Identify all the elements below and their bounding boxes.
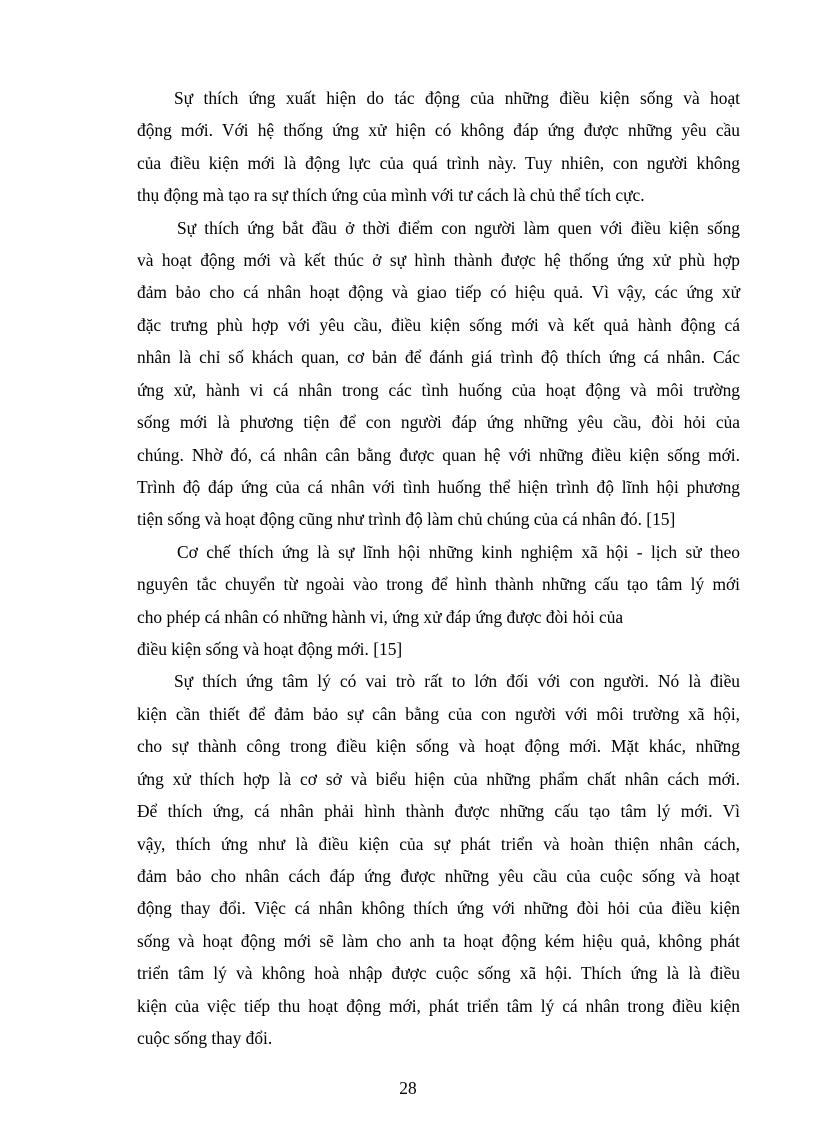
paragraph-2-line-2: và hoạt động mới và kết thúc ở sự hình thành được hệ thống ứng xử phù hợp [137, 250, 740, 271]
paragraph-2-line-3: đảm bảo cho cá nhân hoạt động và giao tiếp có hiệu quả. Vì vậy, các ứng xử [137, 282, 740, 303]
paragraph-4-line-7: đảm bảo cho nhân cách đáp ứng được những yêu cầu của cuộc sống và hoạt [137, 865, 740, 886]
paragraph-3-line-1: Cơ chế thích ứng là sự lĩnh hội những kinh nghiệm xã hội - lịch sử theo [177, 541, 740, 562]
paragraph-2-line-10: tiện sống và hoạt động cũng như trình độ làm chủ chúng của cá nhân đó. [15] [137, 509, 676, 530]
paragraph-4-line-11: kiện của việc tiếp thu hoạt động mới, phát triển tâm lý cá nhân trong điều kiện [137, 995, 740, 1016]
paragraph-3-line-2: nguyên tắc chuyển từ ngoài vào trong để hình thành những cấu tạo tâm lý mới [137, 574, 740, 595]
paragraph-4-line-5: Để thích ứng, cá nhân phải hình thành được những cấu tạo tâm lý mới. Vì [137, 801, 740, 822]
paragraph-4-line-9: sống và hoạt động mới sẽ làm cho anh ta hoạt động kém hiệu quả, không phát [137, 930, 740, 951]
paragraph-2-line-4: đặc trưng phù hợp với yêu cầu, điều kiện sống mới và kết quả hành động cá [137, 314, 740, 335]
paragraph-3-line-4: điều kiện sống và hoạt động mới. [15] [137, 639, 403, 660]
paragraph-1-line-3: của điều kiện mới là động lực của quá trình này. Tuy nhiên, con người không [137, 152, 740, 173]
paragraph-2-line-9: Trình độ đáp ứng của cá nhân với tình huống thể hiện trình độ lĩnh hội phương [137, 476, 740, 497]
paragraph-1-line-2: động mới. Với hệ thống ứng xử hiện có không đáp ứng được những yêu cầu [137, 120, 740, 141]
page-number: 28 [399, 1078, 417, 1098]
paragraph-3-line-3: cho phép cá nhân có những hành vi, ứng xử đáp ứng được đòi hỏi của [137, 606, 624, 627]
paragraph-4-line-4: ứng xử thích hợp là cơ sở và biểu hiện của những phẩm chất nhân cách mới. [137, 768, 740, 789]
paragraph-4-line-1: Sự thích ứng tâm lý có vai trò rất to lớn đối với con người. Nó là điều [174, 671, 740, 692]
paragraph-2-line-7: sống mới là phương tiện để con người đáp ứng những yêu cầu, đòi hỏi của [137, 412, 740, 433]
paragraph-2-line-8: chúng. Nhờ đó, cá nhân cân bằng được quan hệ với những điều kiện sống mới. [137, 444, 740, 465]
paragraph-4-line-3: cho sự thành công trong điều kiện sống và hoạt động mới. Mặt khác, những [137, 736, 740, 757]
paragraph-2-line-1: Sự thích ứng bắt đầu ở thời điểm con người làm quen với điều kiện sống [177, 217, 740, 238]
paragraph-4-line-10: triển tâm lý và không hoà nhập được cuộc sống xã hội. Thích ứng là là điều [137, 963, 740, 984]
paragraph-4-line-8: động thay đổi. Việc cá nhân không thích ứng với những đòi hỏi của điều kiện [137, 898, 740, 919]
paragraph-2-line-5: nhân là chỉ số khách quan, cơ bản để đánh giá trình độ thích ứng cá nhân. Các [137, 347, 740, 368]
paragraph-4-line-2: kiện cần thiết để đảm bảo sự cân bằng của con người với môi trường xã hội, [137, 703, 740, 724]
paragraph-4-line-6: vậy, thích ứng như là điều kiện của sự phát triển và hoàn thiện nhân cách, [137, 833, 740, 854]
paragraph-1-line-4: thụ động mà tạo ra sự thích ứng của mình với tư cách là chủ thể tích cực. [137, 185, 645, 206]
paragraph-4-line-12: cuộc sống thay đổi. [137, 1028, 273, 1048]
paragraph-2-line-6: ứng xử, hành vi cá nhân trong các tình huống của hoạt động và môi trường [137, 379, 740, 400]
paragraph-1-line-1: Sự thích ứng xuất hiện do tác động của những điều kiện sống và hoạt [174, 88, 740, 108]
